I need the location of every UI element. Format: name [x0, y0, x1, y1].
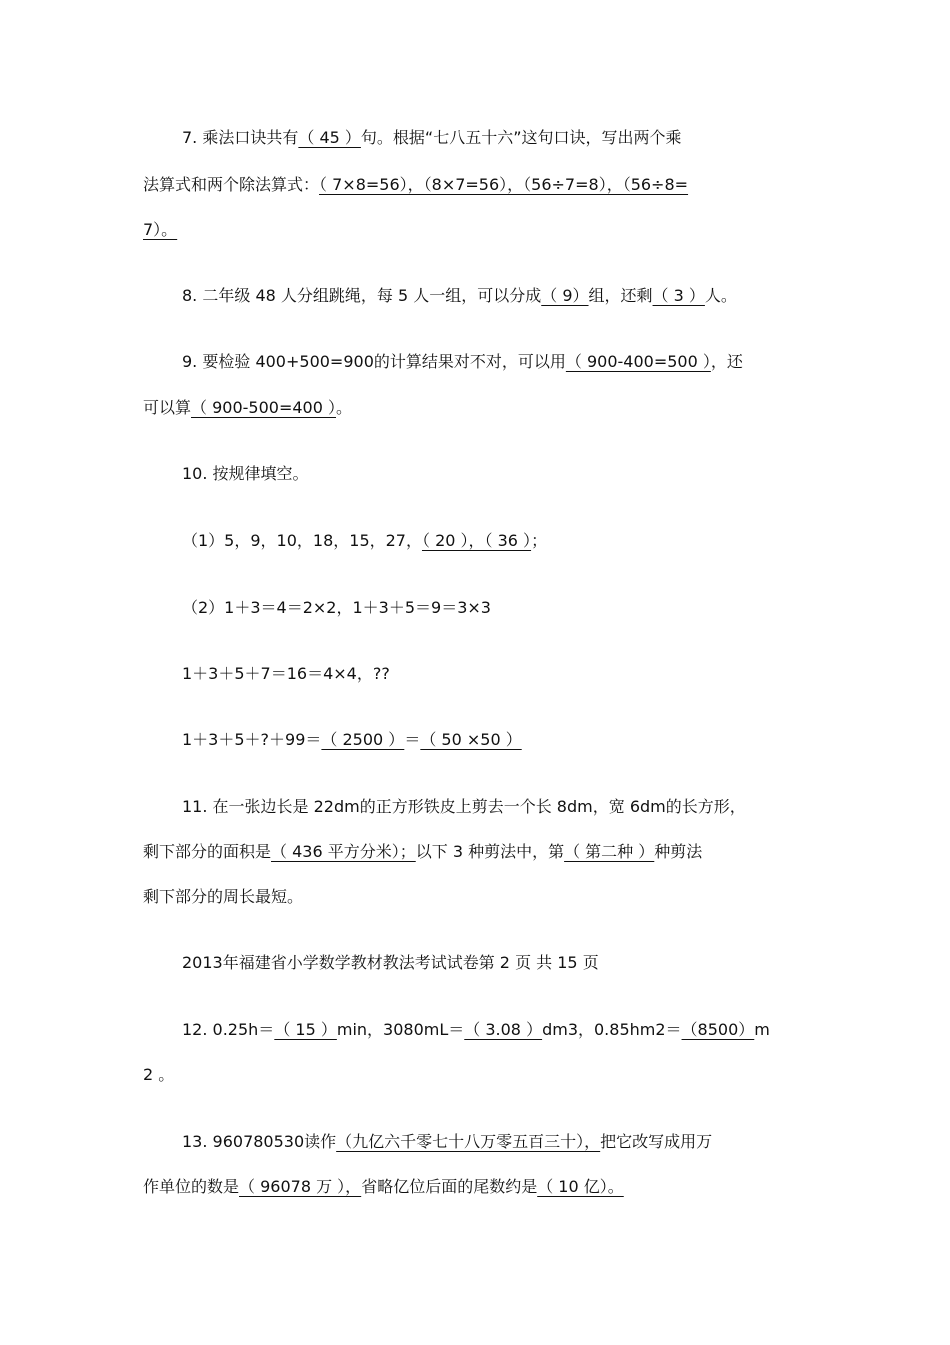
q10-p1-end: ； [531, 531, 548, 550]
q11-text-a: 剩下部分的面积是 [143, 842, 272, 861]
q11-line-2 [143, 841, 702, 863]
q8-text-c: 人。 [704, 286, 737, 305]
q7-text-c: 法算式和两个除法算式： [143, 175, 320, 194]
q8-line [182, 285, 737, 307]
q12-text-d: m [754, 1020, 770, 1039]
q10-title: 10. 按规律填空。 [182, 464, 309, 483]
q9-line-1 [182, 351, 743, 373]
q11-line-3: 剩下部分的周长最短。 [143, 887, 304, 906]
q13-text-d: 省略亿位后面的尾数约是 [361, 1177, 538, 1196]
q9-line-2 [143, 397, 352, 419]
q12-text-b: min，3080mL＝ [336, 1020, 465, 1039]
q12-text-a: 12. 0.25h＝ [182, 1020, 275, 1039]
q13-line-2 [143, 1176, 624, 1198]
q12-answer-3: （8500） [681, 1020, 755, 1039]
q11-text-b: 以下 3 种剪法中，第 [415, 842, 565, 861]
q10-p4-answer-2: （ 50 ×50 ） [420, 730, 522, 749]
q9-text-b: ，还 [710, 352, 743, 371]
page-footer: 2013年福建省小学数学教材教法考试试卷第 2 页 共 15 页 [182, 953, 599, 972]
q12-text-c: dm3，0.85hm2＝ [542, 1020, 682, 1039]
q10-p4-eq: ＝ [404, 730, 421, 749]
q11-text-c: 种剪法 [654, 842, 703, 861]
q10-part-3: 1＋3＋5＋7＝16＝4×4，?? [182, 664, 390, 683]
q7-line-2 [143, 174, 688, 196]
q13-text-c: 作单位的数是 [143, 1177, 240, 1196]
q7-answer-formulas-end: 7）。 [143, 220, 178, 239]
q13-text-a: 13. 960780530读作 [182, 1132, 337, 1151]
q11-line-1: 11. 在一张边长是 22dm的正方形铁皮上剪去一个长 8dm，宽 6dm的长方形， [182, 797, 746, 816]
q8-text-a: 8. 二年级 48 人分组跳绳，每 5 人一组，可以分成 [182, 286, 542, 305]
q12-line-2: 2 。 [143, 1065, 175, 1084]
q11-answer-method: （ 第二种 ） [564, 842, 655, 861]
q13-text-b: 把它改写成用万 [600, 1132, 713, 1151]
q13-answer-wan: （ 96078 万 ）， [239, 1177, 362, 1196]
q13-answer-reading: （九亿六千零七十八万零五百三十）， [336, 1132, 601, 1151]
q8-answer-groups: （ 9） [541, 286, 589, 305]
q9-answer-2: （ 900-500=400 ） [191, 398, 336, 417]
q10-part-2: （2）1＋3＝4＝2×2，1＋3＋5＝9＝3×3 [182, 598, 491, 617]
q10-p1-text: （1）5，9，10，18，15，27， [182, 531, 422, 550]
q9-text-c: 可以算 [143, 398, 192, 417]
q12-answer-2: （ 3.08 ） [464, 1020, 543, 1039]
q7-answer-count: （ 45 ） [298, 128, 361, 147]
q9-text-a: 9. 要检验 400+500=900的计算结果对不对，可以用 [182, 352, 566, 371]
q8-text-b: 组，还剩 [588, 286, 653, 305]
q10-p4-answer-1: （ 2500 ） [321, 730, 405, 749]
q8-answer-remainder: （ 3 ） [652, 286, 705, 305]
q10-p1-answer: （ 20 ），（ 36 ） [421, 531, 532, 550]
q10-part-1 [182, 530, 547, 552]
q11-answer-area: （ 436 平方分米）； [271, 842, 416, 861]
q13-line-1 [182, 1131, 712, 1153]
q13-answer-yi: （ 10 亿）。 [537, 1177, 624, 1196]
q7-text-a: 7. 乘法口诀共有 [182, 128, 299, 147]
q7-line-1 [182, 127, 682, 149]
q7-answer-formulas: （ 7×8=56），（8×7=56），（56÷7=8），（56÷8= [319, 175, 689, 194]
q7-text-b: 句。根据“七八五十六”这句口诀，写出两个乘 [360, 128, 682, 147]
q12-answer-1: （ 15 ） [274, 1020, 337, 1039]
q9-answer-1: （ 900-400=500 ） [565, 352, 711, 371]
q12-line-1 [182, 1019, 770, 1041]
q7-line-3 [143, 219, 177, 241]
q9-text-d: 。 [336, 398, 353, 417]
q10-part-4 [182, 729, 522, 751]
q10-p4-text: 1＋3＋5＋?＋99＝ [182, 730, 322, 749]
